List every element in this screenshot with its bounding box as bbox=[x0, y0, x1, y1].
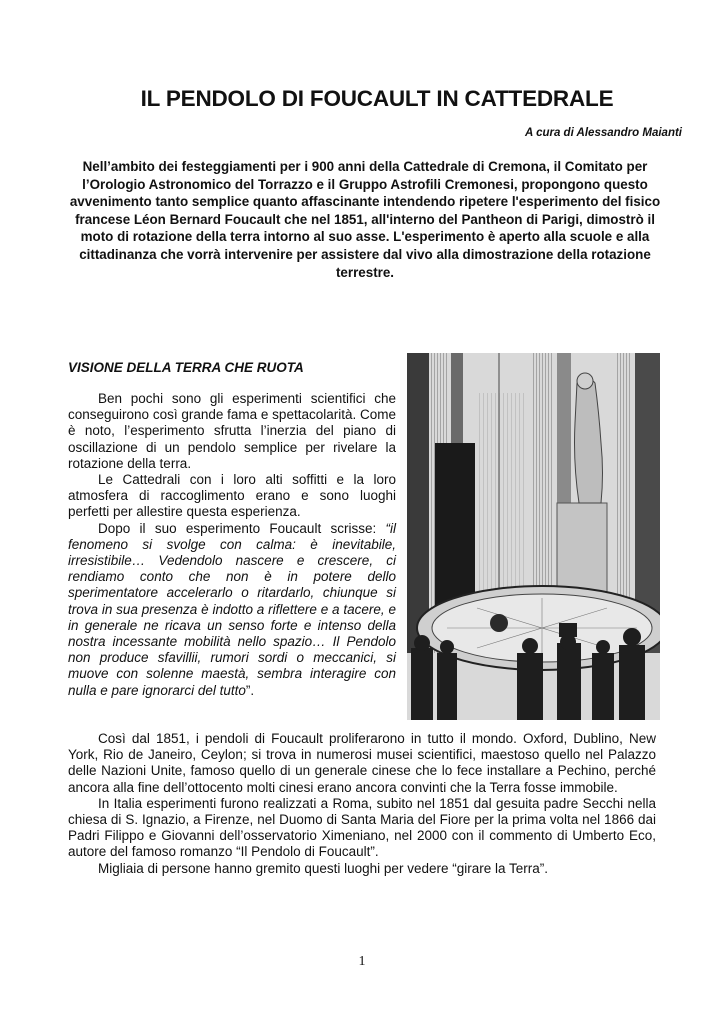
document-title: IL PENDOLO DI FOUCAULT IN CATTEDRALE bbox=[140, 86, 614, 111]
quote-end: ”. bbox=[245, 682, 255, 698]
full-width-text bbox=[68, 731, 656, 877]
paragraph-quote bbox=[68, 521, 396, 699]
quote-lead: Dopo il suo esperimento Foucault scrisse: bbox=[98, 520, 386, 536]
intro-paragraph: Nell’ambito dei festeggiamenti per i 900 anni della Cattedrale di Cremona, il Comitato per l’Orologio Astronomico del Torrazzo e il Gruppo Astrofili Cremonesi, propongono questo avvenimento tanto semplice quanto affascinante intendendo ripetere l'esperimento del fisico francese Léon Bernard Foucault che nel 1851, all'interno del Pantheon di Parigi, dimostrò il moto di rotazione della terra intorno al suo asse. L'esperimento è aperto alla scuole e alla cittadinanza che vorrà intervenire per assistere dal vivo alla dimostrazione della rotazione terrestre. bbox=[69, 159, 661, 280]
paragraph: In Italia esperimenti furono realizzati a Roma, subito nel 1851 dal gesuita padre Secchi nella chiesa di S. Ignazio, a Firenze, nel Duomo di Santa Maria del Fiore per la prima volta nel 1866 dai Padri Filippo e Giovanni dell’osservatorio Ximeniano, nel 2000 con il commento di Umberto Eco, autore del famoso romanzo “Il Pendolo di Foucault”. bbox=[68, 795, 656, 860]
pantheon-pendulum-engraving bbox=[407, 353, 660, 720]
paragraph: Le Cattedrali con i loro alti soffitti e la loro atmosfera di raccoglimento erano e sono luoghi perfetti per allestire questa esperienza. bbox=[68, 472, 396, 520]
foucault-quote: “il fenomeno si svolge con calma: è inevitabile, irresistibile… Vedendolo nascere e crescere, ci rendiamo conto che non è in potere dello sperimentatore accelerarlo o ritardarlo, chiunque si trova in sua presenza è indotto a riflettere e a tacere, e in generale ne ricava un senso forte e intenso della nostra incessante mobilità nello spazio… Il Pendolo non produce sfavillii, rumori sordi o meccanici, si muove con solenne maestà, sembra interagire con nulla e pare ignorarci del tutto bbox=[68, 520, 396, 698]
paragraph: Migliaia di persone hanno gremito questi luoghi per vedere “girare la Terra”. bbox=[98, 860, 548, 876]
page-number: 1 bbox=[358, 954, 366, 969]
paragraph: Ben pochi sono gli esperimenti scientifici che conseguirono così grande fama e spettacolarità. Come è noto, l’esperimento sfrutta l’inerzia del piano di oscillazione di un pendolo semplice per rivelare la rotazione della terra. bbox=[68, 391, 396, 471]
left-column-text bbox=[68, 391, 396, 699]
section-heading: VISIONE DELLA TERRA CHE RUOTA bbox=[68, 360, 304, 375]
paragraph: Così dal 1851, i pendoli di Foucault proliferarono in tutto il mondo. Oxford, Dublino, New York, Rio de Janeiro, Ceylon; si trova in numerosi musei scientifici, maestoso quello nel Palazzo delle Nazioni Unite, famoso quello di un generale cinese che lo fece installare a Pechino, perché ancora alla fine dell’ottocento molti cinesi erano ancora convinti che la Terra fosse immobile. bbox=[68, 731, 656, 795]
author-credit: A cura di Alessandro Maianti bbox=[525, 127, 682, 139]
